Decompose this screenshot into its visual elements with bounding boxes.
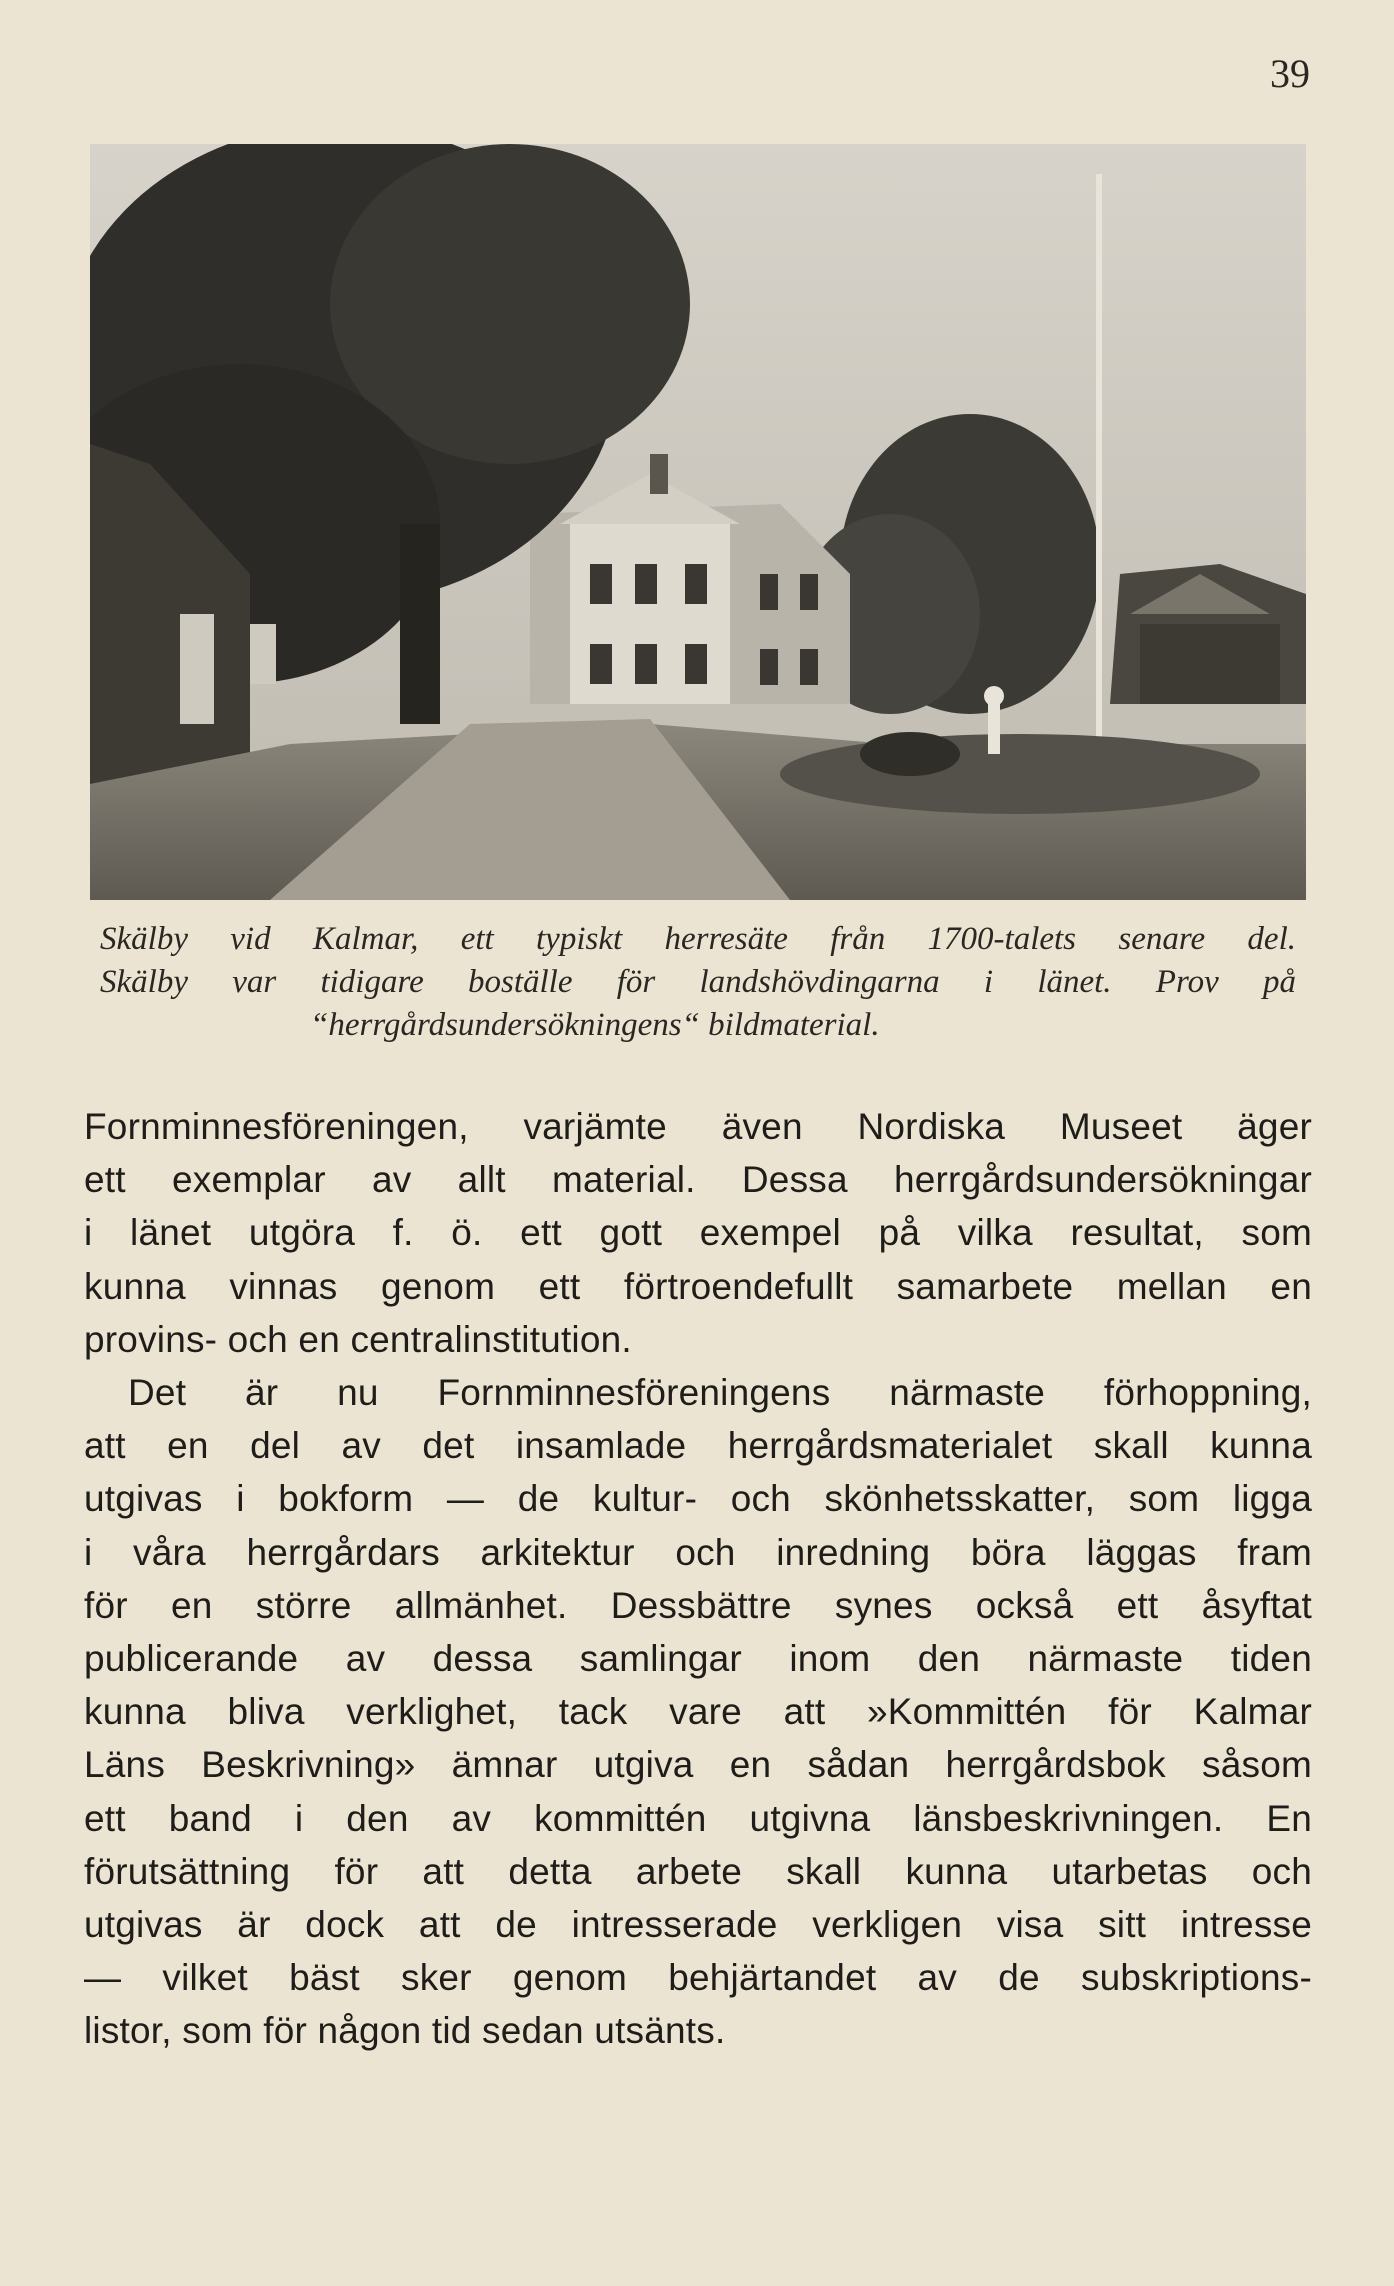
body-line: publicerande av dessa samlingar inom den närmaste tiden bbox=[84, 1638, 1312, 1680]
body-line: förutsättning för att detta arbete skall kunna utarbetas och bbox=[84, 1850, 1312, 1892]
body-line: i länet utgöra f. ö. ett gott exempel på vilka resultat, som bbox=[84, 1212, 1312, 1254]
body-text bbox=[84, 1100, 1312, 2058]
body-line: i våra herrgårdars arkitektur och inredning böra läggas fram bbox=[84, 1531, 1312, 1573]
photo-caption bbox=[100, 918, 1296, 1047]
page-number: 39 bbox=[1270, 51, 1310, 96]
body-line: provins- och en centralinstitution. bbox=[84, 1318, 632, 1360]
body-line: utgivas i bokform — de kultur- och skönhetsskatter, som ligga bbox=[84, 1478, 1312, 1520]
manor-house-photo bbox=[90, 144, 1306, 900]
body-line: utgivas är dock att de intresserade verkligen visa sitt intresse bbox=[84, 1904, 1312, 1946]
body-line: Läns Beskrivning» ämnar utgiva en sådan herrgårdsbok såsom bbox=[84, 1744, 1312, 1786]
body-line: Fornminnesföreningen, varjämte även Nordiska Museet äger bbox=[84, 1106, 1312, 1147]
manor-house-photo-icon bbox=[90, 144, 1306, 900]
caption-line: “herrgårdsundersökningens“ bildmaterial. bbox=[310, 1007, 880, 1043]
body-line: kunna bliva verklighet, tack vare att »Kommittén för Kalmar bbox=[84, 1691, 1312, 1733]
caption-line: Skälby var tidigare boställe för landshövdingarna i länet. Prov på bbox=[100, 964, 1296, 1000]
body-line: för en större allmänhet. Dessbättre synes också ett åsyftat bbox=[84, 1584, 1312, 1626]
caption-line: Skälby vid Kalmar, ett typiskt herresäte från 1700-talets senare del. bbox=[100, 921, 1296, 957]
body-line: — vilket bäst sker genom behjärtandet av de subskriptions- bbox=[84, 1957, 1312, 1999]
body-line: kunna vinnas genom ett förtroendefullt samarbete mellan en bbox=[84, 1265, 1312, 1307]
body-line: Det är nu Fornminnesföreningens närmaste förhoppning, bbox=[128, 1372, 1312, 1414]
body-line: ett band i den av kommittén utgivna länsbeskrivningen. En bbox=[84, 1797, 1312, 1839]
body-line: listor, som för någon tid sedan utsänts. bbox=[84, 2010, 726, 2052]
body-line: ett exemplar av allt material. Dessa herrgårdsundersökningar bbox=[84, 1159, 1312, 1201]
body-line: att en del av det insamlade herrgårdsmaterialet skall kunna bbox=[84, 1425, 1312, 1467]
